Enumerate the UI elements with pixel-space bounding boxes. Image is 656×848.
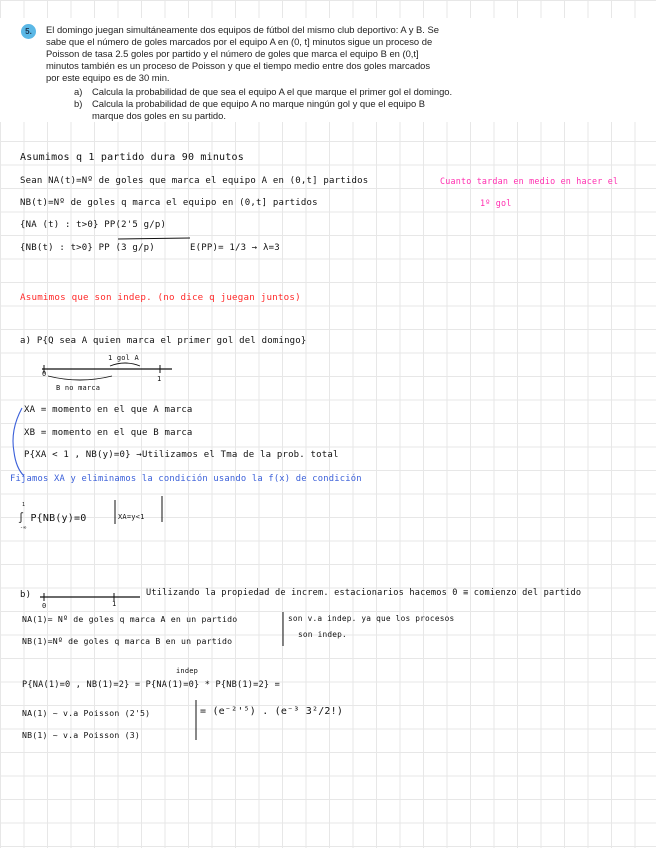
blue-bracket (13, 408, 24, 476)
note-a-fix-condition: Fijamos XA y eliminamos la condición usando la f(x) de condición (10, 474, 362, 484)
problem-number-badge: 5. (21, 24, 36, 39)
note-part-b-letter: b) (20, 590, 32, 600)
note-xb-def: XB = momento en el que B marca (24, 428, 193, 438)
problem-line-1: El domingo juegan simultáneamente dos equipos de fútbol del mismo club deportivo: A y B. Se (46, 24, 439, 35)
timeline-a-brace-top (110, 363, 140, 366)
note-b-na-dist: NA(1) ~ v.a Poisson (2'5) (22, 708, 151, 718)
note-b-indep-label: indep (176, 667, 199, 675)
note-part-a-title: a) P{Q sea A quien marca el primer gol del domingo} (20, 336, 307, 346)
note-side-question-2: 1º gol (480, 198, 512, 208)
problem-line-2: sabe que el número de goles marcados por el equipo A en (0, t] minutos sigue un proceso de (46, 36, 433, 47)
part-a-text: Calcula la probabilidad de que sea el equipo A el que marque el primer gol el domingo. (92, 86, 453, 97)
note-xa-def: XA = momento en el que A marca (24, 405, 193, 415)
note-b-side-indep: son v.a indep. ya que los procesos (288, 614, 455, 623)
overline-stroke (118, 238, 190, 239)
note-b-nb-dist: NB(1) ~ v.a Poisson (3) (22, 730, 140, 740)
note-side-question: Cuanto tardan en medio en hacer el (440, 176, 619, 186)
note-a-brace-label: B no marca (56, 384, 101, 392)
note-a-integral: ∫ P{NB(y)=0 (18, 513, 87, 524)
part-b-text-2: marque dos goles en su partido. (92, 110, 226, 121)
note-a-int-top: 1 (22, 502, 26, 508)
part-b-letter: b) (74, 98, 83, 109)
note-b-na-def: NA(1)= Nº de goles q marca A en un partido (22, 614, 238, 624)
note-a-tick-label: 1 gol A (108, 354, 139, 362)
note-define-na: Sean NA(t)=Nº de goles que marca el equipo A en (0,t] partidos (20, 176, 369, 186)
note-independence: Asumimos que son indep. (no dice q juegan juntos) (20, 292, 301, 303)
note-b-tick-0: 0 (42, 602, 47, 610)
note-assumption-duration: Asumimos q 1 partido dura 90 minutos (20, 152, 244, 163)
part-b-text: Calcula la probabilidad de que equipo A no marque ningún gol y que el equipo B (92, 98, 426, 109)
note-b-nb-def: NB(1)=Nº de goles q marca B en un partido (22, 636, 233, 646)
timeline-a-brace-bottom (48, 376, 112, 380)
note-a-tick-1: 1 (157, 375, 162, 383)
note-a-int-condition: XA=y<1 (118, 513, 145, 521)
note-b-side-indep-2: son indep. (298, 630, 347, 639)
note-process-b: {NB(t) : t>0} PP (3 g/p) (20, 243, 155, 253)
note-b-probability: P{NA(1)=0 , NB(1)=2} = P{NA(1)=0} * P{NB(1)=2} = (22, 680, 280, 690)
note-b-stationary: Utilizando la propiedad de increm. estacionarios hacemos 0 ≡ comienzo del partido (146, 588, 582, 598)
note-b-tick-1: 1 (112, 600, 117, 608)
note-a-tick-0: 0 (42, 370, 47, 378)
problem-line-5: por este equipo es de 30 min. (46, 72, 170, 83)
note-a-probability: P{XA < 1 , NB(y)=0} →Utilizamos el Tma de la prob. total (24, 450, 339, 460)
note-b-result: = (e⁻²'⁵) . (e⁻³ 3²/2!) (200, 706, 344, 717)
note-a-int-bottom: -∞ (20, 525, 27, 531)
part-a-letter: a) (74, 86, 83, 97)
problem-line-4: minutos también es un proceso de Poisson y que el tiempo medio entre dos goles marcados (46, 60, 431, 71)
note-define-nb: NB(t)=Nº de goles q marca el equipo en (0,t] partidos (20, 198, 318, 208)
note-process-a: {NA (t) : t>0} PP(2'5 g/p) (20, 220, 167, 230)
problem-line-3: Poisson de tasa 2.5 goles por partido y el número de goles que marca el equipo B en (0,t] (46, 48, 419, 59)
note-expectation: E(PP)= 1/3 → λ=3 (190, 243, 280, 253)
